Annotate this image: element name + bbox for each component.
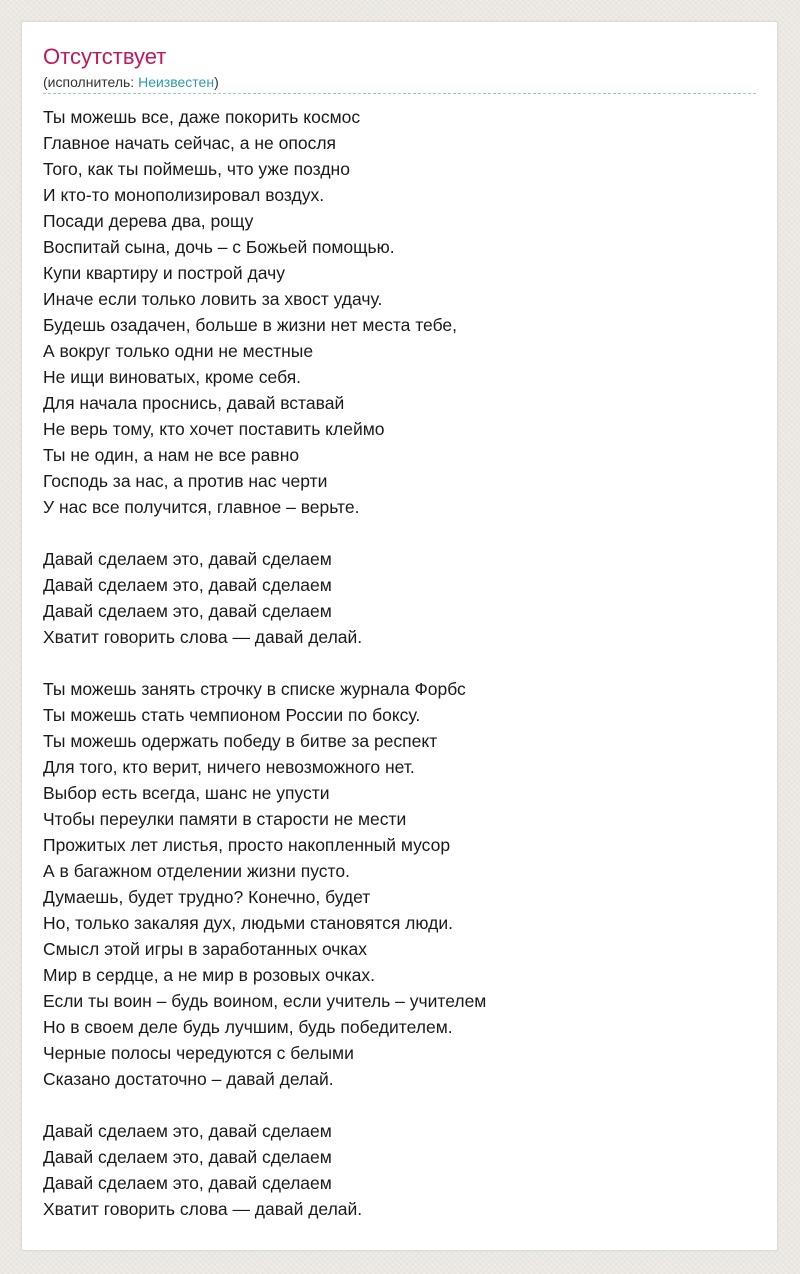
- lyrics-line: Давай сделаем это, давай сделаем: [43, 549, 332, 569]
- lyrics-line: Господь за нас, а против нас черти: [43, 471, 328, 491]
- lyrics-line: Хватит говорить слова — давай делай.: [43, 627, 363, 647]
- lyrics-stanza: [43, 676, 758, 1092]
- lyrics-stanza: [43, 104, 758, 520]
- lyrics-line: Не верь тому, кто хочет поставить клеймо: [43, 419, 385, 439]
- lyrics-line: Сказано достаточно – давай делай.: [43, 1069, 334, 1089]
- lyrics-line: Давай сделаем это, давай сделаем: [43, 1147, 332, 1167]
- lyrics-line: А в багажном отделении жизни пусто.: [43, 861, 350, 881]
- lyrics-line: Давай сделаем это, давай сделаем: [43, 575, 332, 595]
- lyrics-line: Давай сделаем это, давай сделаем: [43, 1173, 332, 1193]
- lyrics-line: Если ты воин – будь воином, если учитель – учителем: [43, 991, 487, 1011]
- lyrics-line: Ты можешь все, даже покорить космос: [43, 107, 361, 127]
- lyrics-stanza: [43, 546, 758, 650]
- lyrics-line: Прожитых лет листья, просто накопленный мусор: [43, 835, 451, 855]
- lyrics-line: Ты можешь занять строчку в списке журнала Форбс: [43, 679, 466, 699]
- title-divider: [43, 93, 756, 94]
- lyrics-line: Будешь озадачен, больше в жизни нет места тебе,: [43, 315, 458, 335]
- lyrics-line: Главное начать сейчас, а не опосля: [43, 133, 337, 153]
- lyrics-text: [43, 104, 758, 1222]
- lyrics-line: Ты можешь одержать победу в битве за респект: [43, 731, 438, 751]
- artist-link[interactable]: Неизвестен: [138, 74, 215, 90]
- lyrics-line: Но, только закаляя дух, людьми становятся люди.: [43, 913, 453, 933]
- lyrics-line: Для начала проснись, давай вставай: [43, 393, 345, 413]
- artist-line: [43, 73, 219, 91]
- lyrics-line: Не ищи виноватых, кроме себя.: [43, 367, 302, 387]
- lyrics-line: А вокруг только одни не местные: [43, 341, 314, 361]
- lyrics-stanza: [43, 1118, 758, 1222]
- lyrics-line: Давай сделаем это, давай сделаем: [43, 601, 332, 621]
- lyrics-line: И кто-то монополизировал воздух.: [43, 185, 325, 205]
- lyrics-line: Выбор есть всегда, шанс не упусти: [43, 783, 330, 803]
- lyrics-line: Думаешь, будет трудно? Конечно, будет: [43, 887, 371, 907]
- lyrics-line: Мир в сердце, а не мир в розовых очках.: [43, 965, 375, 985]
- lyrics-line: Купи квартиру и построй дачу: [43, 263, 285, 283]
- lyrics-line: У нас все получится, главное – верьте.: [43, 497, 360, 517]
- lyrics-line: Для того, кто верит, ничего невозможного нет.: [43, 757, 415, 777]
- artist-suffix: ): [214, 74, 219, 90]
- lyrics-line: Воспитай сына, дочь – с Божьей помощью.: [43, 237, 395, 257]
- lyrics-line: Ты не один, а нам не все равно: [43, 445, 300, 465]
- song-title: Отсутствует: [43, 44, 167, 69]
- lyrics-line: Смысл этой игры в заработанных очках: [43, 939, 367, 959]
- artist-prefix: (исполнитель:: [43, 74, 139, 90]
- lyrics-line: Черные полосы чередуются с белыми: [43, 1043, 354, 1063]
- lyrics-line: Ты можешь стать чемпионом России по боксу.: [43, 705, 421, 725]
- lyrics-line: Чтобы переулки памяти в старости не мести: [43, 809, 407, 829]
- lyrics-line: Посади дерева два, рощу: [43, 211, 254, 231]
- lyrics-line: Но в своем деле будь лучшим, будь победителем.: [43, 1017, 453, 1037]
- lyrics-line: Хватит говорить слова — давай делай.: [43, 1199, 363, 1219]
- lyrics-line: Давай сделаем это, давай сделаем: [43, 1121, 332, 1141]
- lyrics-line: Того, как ты поймешь, что уже поздно: [43, 159, 350, 179]
- lyrics-card: [21, 21, 778, 1251]
- lyrics-line: Иначе если только ловить за хвост удачу.: [43, 289, 383, 309]
